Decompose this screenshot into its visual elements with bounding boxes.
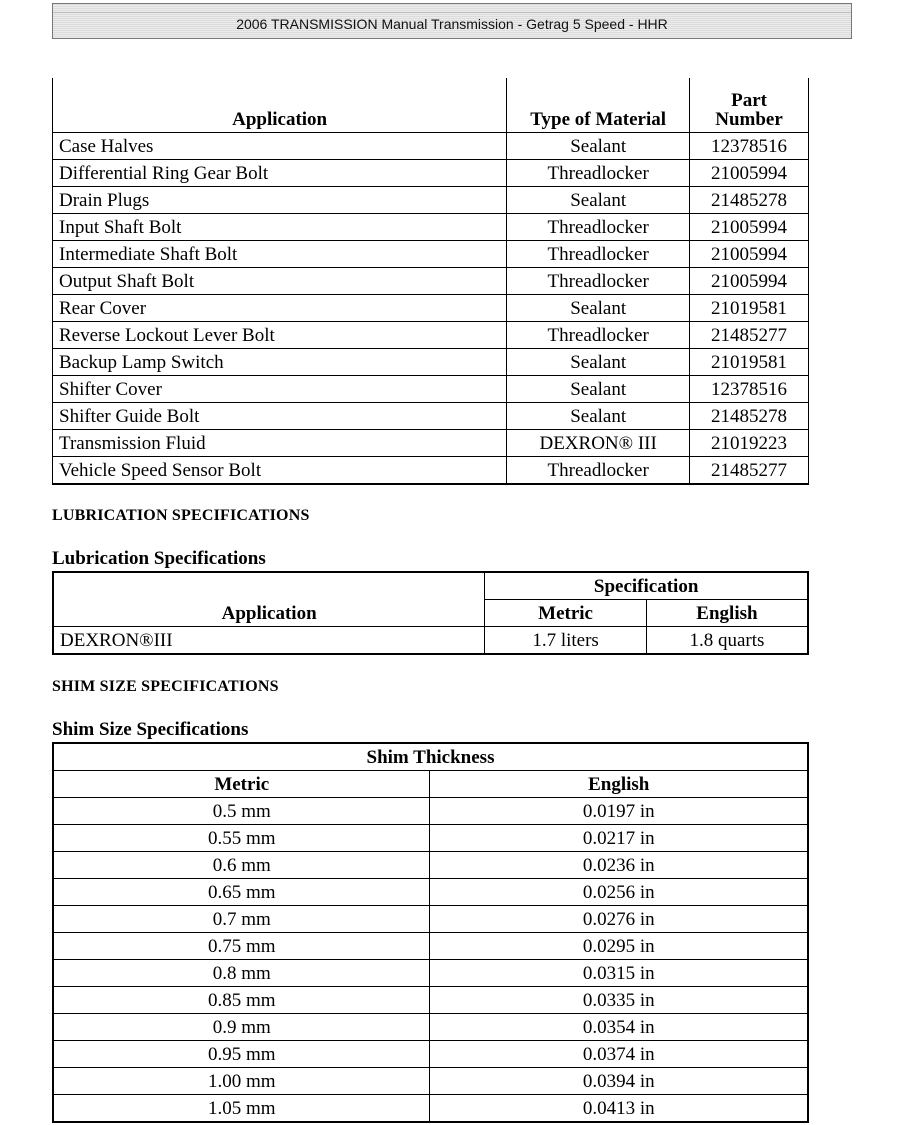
cell-part-number: 21005994 [690, 268, 809, 295]
cell-metric: 1.05 mm [53, 1095, 430, 1123]
cell-metric: 0.8 mm [53, 960, 430, 987]
lub-header-metric: Metric [485, 600, 647, 627]
lubrication-table-title: Lubrication Specifications [52, 548, 266, 569]
cell-application: Input Shaft Bolt [53, 214, 507, 241]
shim-table [52, 742, 809, 1123]
cell-application: Output Shaft Bolt [53, 268, 507, 295]
cell-application: Shifter Cover [53, 376, 507, 403]
table-row [53, 457, 809, 485]
page-header [52, 3, 852, 39]
table-row [53, 322, 809, 349]
cell-application: Shifter Guide Bolt [53, 403, 507, 430]
table-row [53, 879, 808, 906]
table-row [53, 825, 808, 852]
cell-metric: 0.75 mm [53, 933, 430, 960]
lubrication-table [52, 571, 809, 655]
cell-part-number: 21485277 [690, 322, 809, 349]
table-row [53, 268, 809, 295]
cell-material-type: Sealant [507, 133, 690, 160]
col-header-part-number [690, 78, 809, 133]
materials-header-row [53, 78, 809, 133]
table-row [53, 1041, 808, 1068]
shim-table-title: Shim Size Specifications [52, 719, 249, 740]
cell-application: Backup Lamp Switch [53, 349, 507, 376]
lubrication-section-heading: LUBRICATION SPECIFICATIONS [52, 507, 310, 524]
cell-metric: 0.6 mm [53, 852, 430, 879]
cell-part-number: 21019581 [690, 349, 809, 376]
cell-english: 0.0295 in [430, 933, 808, 960]
table-row [53, 403, 809, 430]
cell-application: Reverse Lockout Lever Bolt [53, 322, 507, 349]
cell-material-type: Threadlocker [507, 322, 690, 349]
table-row [53, 1014, 808, 1041]
table-row [53, 987, 808, 1014]
cell-part-number: 21005994 [690, 241, 809, 268]
lub-header-application: Application [53, 572, 485, 627]
cell-application: Transmission Fluid [53, 430, 507, 457]
cell-part-number: 12378516 [690, 376, 809, 403]
cell-english: 0.0354 in [430, 1014, 808, 1041]
cell-material-type: Threadlocker [507, 160, 690, 187]
cell-metric: 1.00 mm [53, 1068, 430, 1095]
table-row [53, 627, 808, 655]
cell-part-number: 21485277 [690, 457, 809, 485]
cell-application: DEXRON®III [53, 627, 485, 655]
cell-english: 0.0315 in [430, 960, 808, 987]
cell-application: Rear Cover [53, 295, 507, 322]
cell-part-number: 21019223 [690, 430, 809, 457]
cell-english: 0.0236 in [430, 852, 808, 879]
cell-application: Vehicle Speed Sensor Bolt [53, 457, 507, 485]
shim-header-row-2 [53, 771, 808, 798]
cell-material-type: Sealant [507, 349, 690, 376]
cell-part-number: 21485278 [690, 403, 809, 430]
cell-material-type: DEXRON® III [507, 430, 690, 457]
cell-material-type: Threadlocker [507, 214, 690, 241]
shim-header-english: English [430, 771, 808, 798]
cell-material-type: Sealant [507, 187, 690, 214]
materials-table [52, 78, 809, 485]
cell-metric: 0.85 mm [53, 987, 430, 1014]
cell-metric: 0.65 mm [53, 879, 430, 906]
shim-section-heading: SHIM SIZE SPECIFICATIONS [52, 678, 279, 695]
part-header-line1: Part [731, 90, 767, 111]
col-header-application: Application [53, 78, 507, 133]
cell-metric: 1.7 liters [485, 627, 647, 655]
table-row [53, 960, 808, 987]
cell-english: 0.0374 in [430, 1041, 808, 1068]
cell-metric: 0.5 mm [53, 798, 430, 825]
cell-application: Intermediate Shaft Bolt [53, 241, 507, 268]
table-row [53, 1068, 808, 1095]
cell-metric: 0.95 mm [53, 1041, 430, 1068]
table-row [53, 214, 809, 241]
table-row [53, 241, 809, 268]
table-row [53, 160, 809, 187]
cell-english: 0.0394 in [430, 1068, 808, 1095]
cell-application: Differential Ring Gear Bolt [53, 160, 507, 187]
cell-english: 0.0217 in [430, 825, 808, 852]
table-row [53, 133, 809, 160]
table-row [53, 798, 808, 825]
table-row [53, 349, 809, 376]
part-header-line2: Number [715, 109, 783, 130]
table-row [53, 852, 808, 879]
cell-part-number: 21019581 [690, 295, 809, 322]
cell-metric: 0.7 mm [53, 906, 430, 933]
table-row [53, 933, 808, 960]
cell-english: 0.0335 in [430, 987, 808, 1014]
shim-header-row-1 [53, 743, 808, 771]
cell-material-type: Sealant [507, 376, 690, 403]
table-row [53, 1095, 808, 1123]
cell-material-type: Threadlocker [507, 268, 690, 295]
cell-part-number: 12378516 [690, 133, 809, 160]
header-strip [53, 4, 851, 13]
table-row [53, 187, 809, 214]
cell-part-number: 21005994 [690, 160, 809, 187]
cell-material-type: Sealant [507, 403, 690, 430]
table-row [53, 376, 809, 403]
lub-header-row-1 [53, 572, 808, 600]
shim-header-metric: Metric [53, 771, 430, 798]
lub-header-english: English [646, 600, 808, 627]
cell-english: 0.0256 in [430, 879, 808, 906]
cell-english: 0.0197 in [430, 798, 808, 825]
col-header-type: Type of Material [507, 78, 690, 133]
table-row [53, 906, 808, 933]
lub-header-specification: Specification [485, 572, 808, 600]
cell-material-type: Sealant [507, 295, 690, 322]
document-title: 2006 TRANSMISSION Manual Transmission - Getrag 5 Speed - HHR [236, 16, 668, 32]
cell-english: 0.0413 in [430, 1095, 808, 1123]
cell-application: Drain Plugs [53, 187, 507, 214]
cell-metric: 0.9 mm [53, 1014, 430, 1041]
cell-english: 0.0276 in [430, 906, 808, 933]
cell-application: Case Halves [53, 133, 507, 160]
cell-part-number: 21485278 [690, 187, 809, 214]
shim-header-thickness: Shim Thickness [53, 743, 808, 771]
cell-metric: 0.55 mm [53, 825, 430, 852]
table-row [53, 295, 809, 322]
cell-material-type: Threadlocker [507, 241, 690, 268]
cell-part-number: 21005994 [690, 214, 809, 241]
cell-english: 1.8 quarts [646, 627, 808, 655]
cell-material-type: Threadlocker [507, 457, 690, 485]
table-row [53, 430, 809, 457]
